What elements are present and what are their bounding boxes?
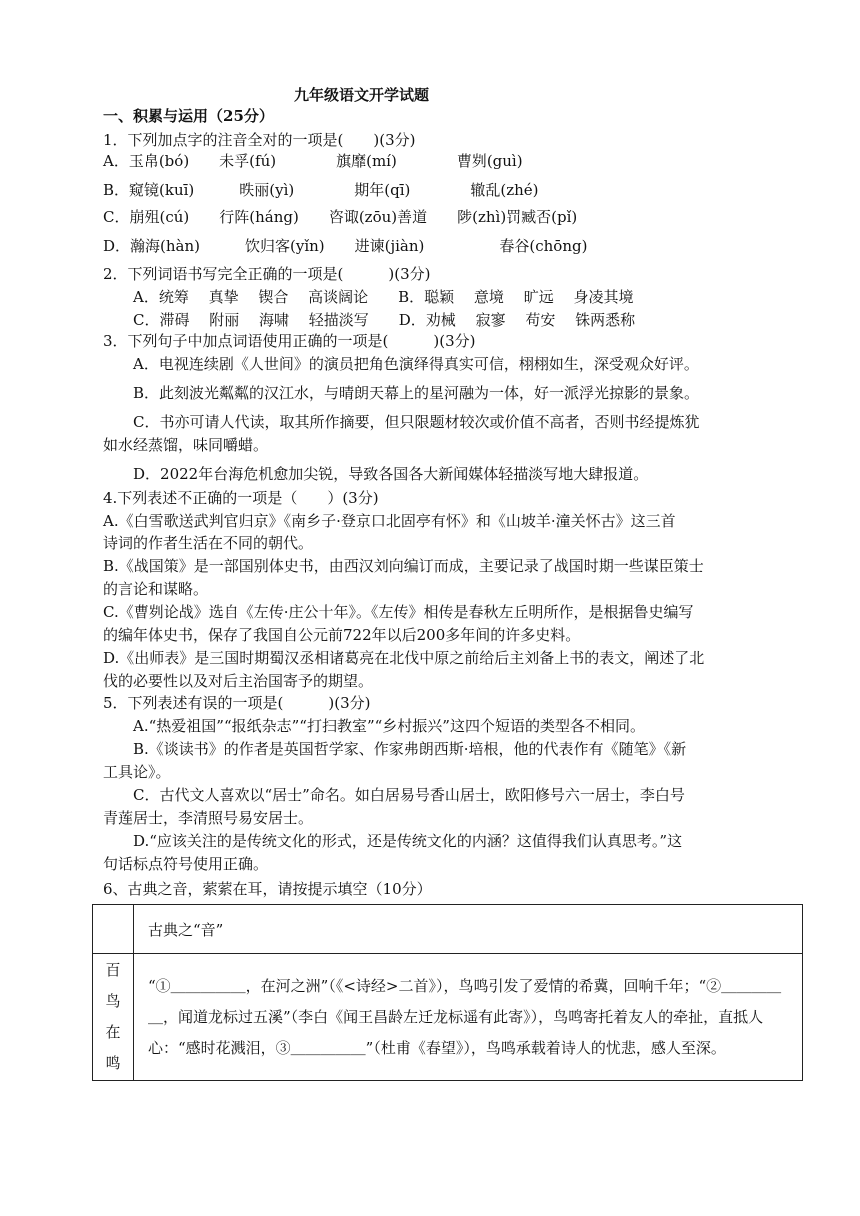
table-header-cell: 古典之“音” <box>134 905 803 954</box>
question-line: C．崩殂(cú) 行阵(háng) 咨诹(zōu)善道 陟(zhì)罚臧否(pǐ) <box>103 208 578 226</box>
question-line: B．此刻波光粼粼的汉江水，与晴朗天幕上的星河融为一体，好一派浮光掠影的景象。 <box>103 384 700 402</box>
question-line: 伐的必要性以及对后主治国寄予的期望。 <box>103 672 374 690</box>
row-label <box>93 954 134 1081</box>
question-line: D.“应该关注的是传统文化的形式，还是传统文化的内涵？这值得我们认真思考。”这 <box>103 832 683 850</box>
question-line: D．瀚海(hàn) 饮归客(yǐn) 进谏(jiàn) 春谷(chōng) <box>103 237 588 255</box>
question-line: C．古代文人喜欢以“居士”命名。如白居易号香山居士，欧阳修号六一居士，李白号 <box>103 786 685 804</box>
question-line: A．电视连续剧《人世间》的演员把角色演绎得真实可信，栩栩如生，深受观众好评。 <box>103 355 699 373</box>
question-line: D．2022年台海危机愈加尖锐，导致各国各大新闻媒体轻描淡写地大肆报道。 <box>103 465 649 483</box>
question-line: 6、古典之音，萦萦在耳，请按提示填空（10分） <box>103 880 432 898</box>
question-line: 的言论和谋略。 <box>103 580 209 598</box>
question-line: A.《白雪歌送武判官归京》《南乡子·登京口北固亭有怀》和《山坡羊·潼关怀古》这三首 <box>103 512 676 530</box>
question-line: C.《曹刿论战》选自《左传·庄公十年》。《左传》相传是春秋左丘明所作，是根据鲁史编写 <box>103 603 694 621</box>
question-line: 1．下列加点字的注音全对的一项是( )(3分) <box>103 131 416 149</box>
row-label-char: 鸟 <box>105 992 121 1010</box>
question-line: C．书亦可请人代读，取其所作摘要，但只限题材较次或价值不高者，否则书经提炼犹 <box>103 413 700 431</box>
row-label-char: 百 <box>105 961 121 979</box>
page-title: 九年级语文开学试题 <box>294 86 430 104</box>
row-label-char: 鸣 <box>105 1054 121 1072</box>
question-line: D.《出师表》是三国时期蜀汉丞相诸葛亮在北伐中原之前给后主刘备上书的表文，阐述了北 <box>103 649 705 667</box>
question-line: B.《谈读书》的作者是英国哲学家、作家弗朗西斯·培根，他的代表作有《随笔》《新 <box>103 740 687 758</box>
fill-in-passage: “①＿＿＿＿＿，在河之洲”（《<诗经>二首》），鸟鸣引发了爱情的希冀，回响千年；“②＿＿＿＿＿，闻道龙标过五溪”（李白《闻王昌龄左迁龙标遥有此寄》），鸟鸣寄托着友人的牵扯，直抵人心：“感时花溅泪，③＿＿＿＿＿”（杜甫《春望》），鸟鸣承载着诗人的忧悲，感人至深。 <box>134 954 803 1081</box>
question-line: 的编年体史书，保存了我国自公元前722年以后200多年间的许多史料。 <box>103 626 581 644</box>
question-line: 如水经蒸馏，味同嚼蜡。 <box>103 436 269 454</box>
question-line: B．窥镜(kuī) 昳丽(yì) 期年(qī) 辙乱(zhé) <box>103 181 539 199</box>
question-line: 5．下列表述有误的一项是( )(3分) <box>103 694 371 712</box>
question-line: 3．下列句子中加点词语使用正确的一项是( )(3分) <box>103 332 476 350</box>
question-line: 2．下列词语书写完全正确的一项是( )(3分) <box>103 265 431 283</box>
question-line: C．滞碍 附丽 海啸 轻描淡写 D．劝械 寂寥 苟安 铢两悉称 <box>103 311 636 329</box>
row-label-char: 在 <box>105 1023 121 1041</box>
question-line: 4.下列表述不正确的一项是（ ）(3分) <box>103 489 379 507</box>
table-corner-cell <box>93 905 134 954</box>
question-line: A．玉帛(bó) 未孚(fú) 旗靡(mí) 曹刿(guì) <box>103 152 523 170</box>
fill-in-table <box>92 904 803 1081</box>
question-line: B.《战国策》是一部国别体史书，由西汉刘向编订而成，主要记录了战国时期一些谋臣策士 <box>103 557 704 575</box>
question-line: 诗词的作者生活在不同的朝代。 <box>103 534 314 552</box>
question-line: 句话标点符号使用正确。 <box>103 855 269 873</box>
question-line: A.“热爱祖国”“报纸杂志”“打扫教室”“乡村振兴”这四个短语的类型各不相同。 <box>103 717 645 735</box>
question-line: 青莲居士，李清照号易安居士。 <box>103 809 314 827</box>
section-heading: 一、积累与运用（25分） <box>103 107 274 125</box>
question-line: 工具论》。 <box>103 763 171 781</box>
question-line: A．统筹 真挚 锲合 高谈阔论 B．聪颖 意境 旷远 身凌其境 <box>103 288 634 306</box>
